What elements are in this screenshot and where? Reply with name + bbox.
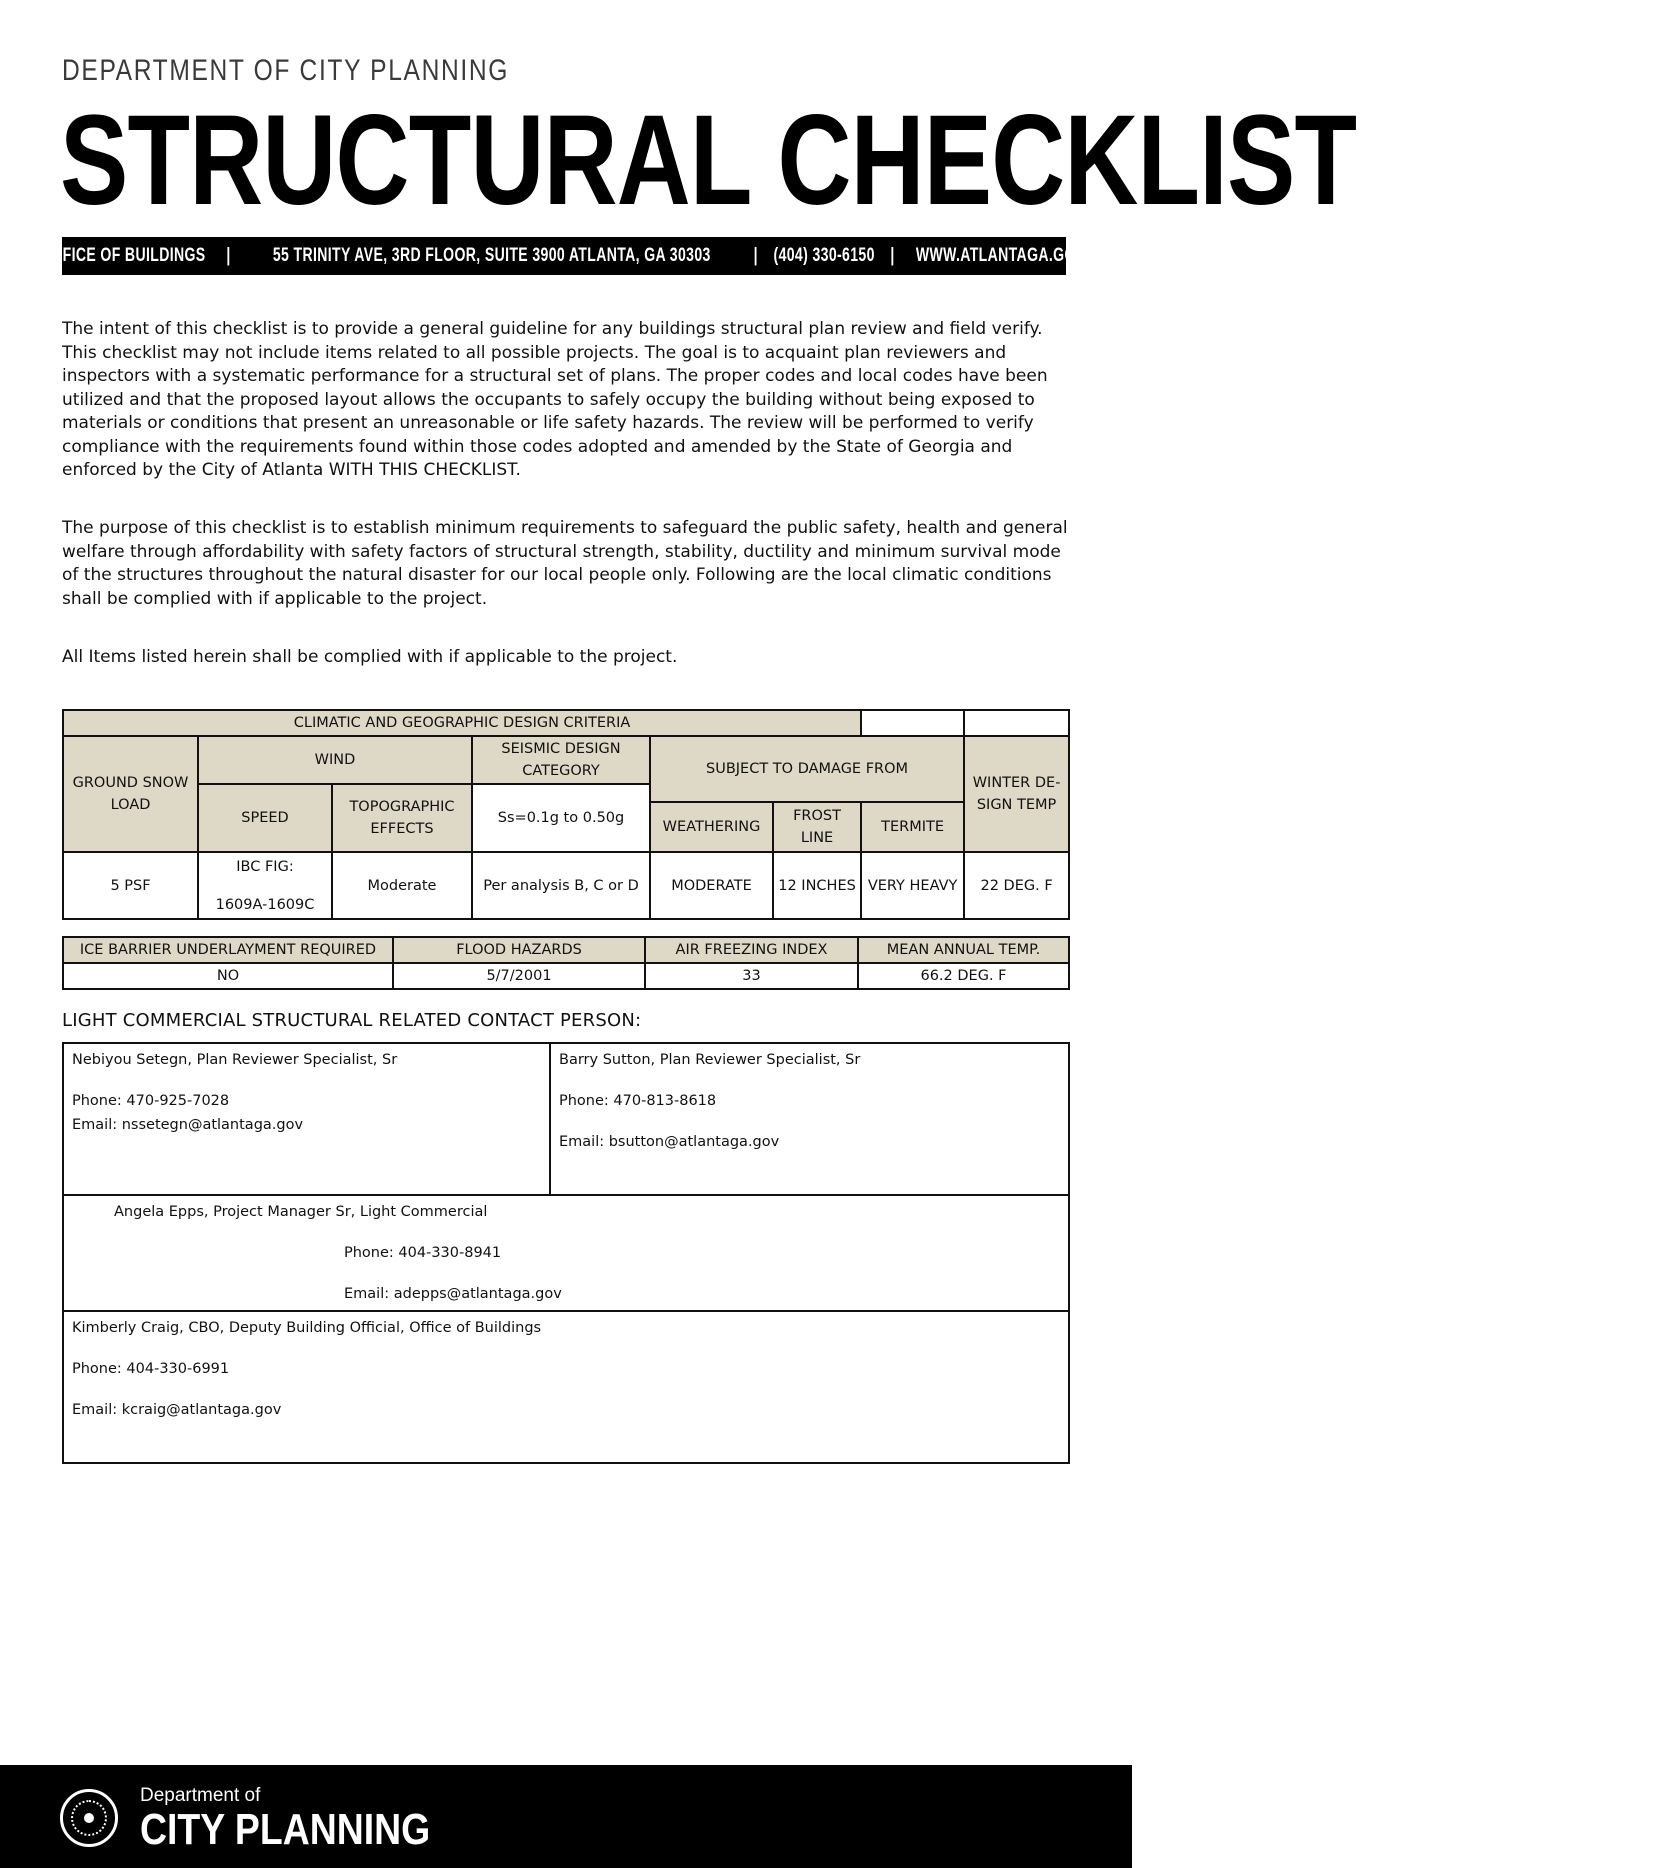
seal-ring [71, 1800, 107, 1836]
value-mean-temp: 66.2 DEG. F [858, 963, 1069, 989]
intent-paragraph: The intent of this checklist is to provide a general guideline for any buildings structural plan review and field verify. This checklist may not include items related to all possible projects. The goal is to acquaint plan reviewers and inspectors with a systematic performance for a structural set of plans. The proper codes and local codes have been utilized and that the proposed layout allows the occupants to safely occupy the building without being exposed to materials or conditions that present an unreasonable or life safety hazards. The review will be performed to verify compliance with the requirements found within those codes adopted and amended by the State of Georgia and enforced by the City of Atlanta WITH THIS CHECKLIST. [62, 319, 1048, 480]
value-wind-speed-line2: 1609A-1609C [215, 896, 315, 913]
contact-card [550, 1043, 1069, 1195]
separator: | [753, 245, 759, 266]
header-speed: SPEED [198, 784, 332, 852]
value-ice-barrier: NO [63, 963, 393, 989]
footer-department: Department of [140, 1785, 261, 1806]
footer [0, 1765, 1132, 1868]
value-wind-speed-line1: IBC FIG: [236, 858, 294, 875]
contact-email[interactable]: Email: bsutton@atlantaga.gov [559, 1134, 780, 1150]
header-frost-line: FROST LINE [773, 802, 861, 852]
footer-city-planning-text: CITY PLANNING [140, 1805, 431, 1854]
compliance-paragraph: All Items listed herein shall be complied with if applicable to the project. [62, 647, 678, 667]
header-ice-barrier: ICE BARRIER UNDERLAYMENT REQUIRED [63, 937, 393, 963]
header-ground-snow: GROUND SNOW LOAD [63, 736, 198, 852]
criteria-title: CLIMATIC AND GEOGRAPHIC DESIGN CRITERIA [63, 710, 861, 736]
separator: | [225, 245, 231, 266]
header-flood-hazards: FLOOD HAZARDS [393, 937, 645, 963]
page-title [60, 89, 1357, 232]
value-wind-speed [198, 852, 332, 919]
contact-phone: Phone: 404-330-8941 [344, 1245, 502, 1261]
value-frost-line: 12 INCHES [773, 852, 861, 919]
contact-email[interactable]: Email: nssetegn@atlantaga.gov [72, 1117, 304, 1133]
value-termite: VERY HEAVY [861, 852, 964, 919]
header-damage: SUBJECT TO DAMAGE FROM [650, 736, 964, 802]
office-phone: (404) 330-6150 [773, 245, 875, 266]
header-winter-temp: WINTER DE- SIGN TEMP [964, 736, 1069, 852]
office-info-text [29, 245, 1099, 267]
city-seal-icon [60, 1789, 118, 1847]
value-topographic: Moderate [332, 852, 472, 919]
contact-card [63, 1043, 550, 1195]
contact-phone: Phone: 470-813-8618 [559, 1093, 717, 1109]
contact-name: Nebiyou Setegn, Plan Reviewer Specialist, Sr [72, 1052, 398, 1068]
contact-card [63, 1311, 1069, 1463]
separator: | [890, 245, 895, 266]
value-weathering: MODERATE [650, 852, 773, 919]
header-topographic: TOPOGRAPHIC EFFECTS [332, 784, 472, 852]
contacts-heading: LIGHT COMMERCIAL STRUCTURAL RELATED CONTACT PERSON: [62, 1010, 642, 1031]
value-seismic: Per analysis B, C or D [472, 852, 650, 919]
purpose-paragraph: The purpose of this checklist is to establish minimum requirements to safeguard the public safety, health and general welfare through affordability with safety factors of structural strength, stability, ductility and minimum survival mode of the structures throughout the natural disaster for our local people only. Following are the local climatic conditions shall be complied with if applicable to the project. [62, 518, 1068, 609]
page-title-text: STRUCTURAL CHECKLIST [60, 89, 1357, 232]
office-name: OFFICE OF BUILDINGS [42, 245, 206, 266]
header-seismic-range: Ss=0.1g to 0.50g [472, 784, 650, 852]
contact-card [63, 1195, 1069, 1311]
department-heading: DEPARTMENT OF CITY PLANNING [62, 54, 510, 87]
contact-email[interactable]: Email: kcraig@atlantaga.gov [72, 1402, 282, 1418]
value-flood-hazards: 5/7/2001 [393, 963, 645, 989]
contact-name: Kimberly Craig, CBO, Deputy Building Official, Office of Buildings [72, 1320, 542, 1336]
header-mean-temp: MEAN ANNUAL TEMP. [858, 937, 1069, 963]
footer-city-planning [140, 1805, 481, 1855]
contact-email[interactable]: Email: adepps@atlantaga.gov [344, 1286, 562, 1302]
value-air-freezing: 33 [645, 963, 858, 989]
contacts-table [62, 1042, 1070, 1464]
contact-name: Barry Sutton, Plan Reviewer Specialist, Sr [559, 1052, 861, 1068]
header-seismic: SEISMIC DESIGN CATEGORY [472, 736, 650, 784]
empty-cell [861, 710, 964, 736]
hazards-table [62, 936, 1070, 990]
climatic-criteria-table [62, 709, 1070, 920]
contact-phone: Phone: 404-330-6991 [72, 1361, 230, 1377]
header-weathering: WEATHERING [650, 802, 773, 852]
office-address: 55 TRINITY AVE, 3RD FLOOR, SUITE 3900 ATLANTA, GA 30303 [273, 245, 711, 266]
value-winter-temp: 22 DEG. F [964, 852, 1069, 919]
office-info-bar [42, 237, 1086, 275]
empty-cell [964, 710, 1069, 736]
header-termite: TERMITE [861, 802, 964, 852]
contact-phone: Phone: 470-925-7028 [72, 1093, 230, 1109]
value-ground-snow: 5 PSF [63, 852, 198, 919]
header-air-freezing: AIR FREEZING INDEX [645, 937, 858, 963]
office-website[interactable]: WWW.ATLANTAGA.GOV [915, 245, 1086, 266]
seal-center [84, 1813, 94, 1823]
contact-name: Angela Epps, Project Manager Sr, Light Commercial [114, 1204, 488, 1220]
header-wind: WIND [198, 736, 472, 784]
